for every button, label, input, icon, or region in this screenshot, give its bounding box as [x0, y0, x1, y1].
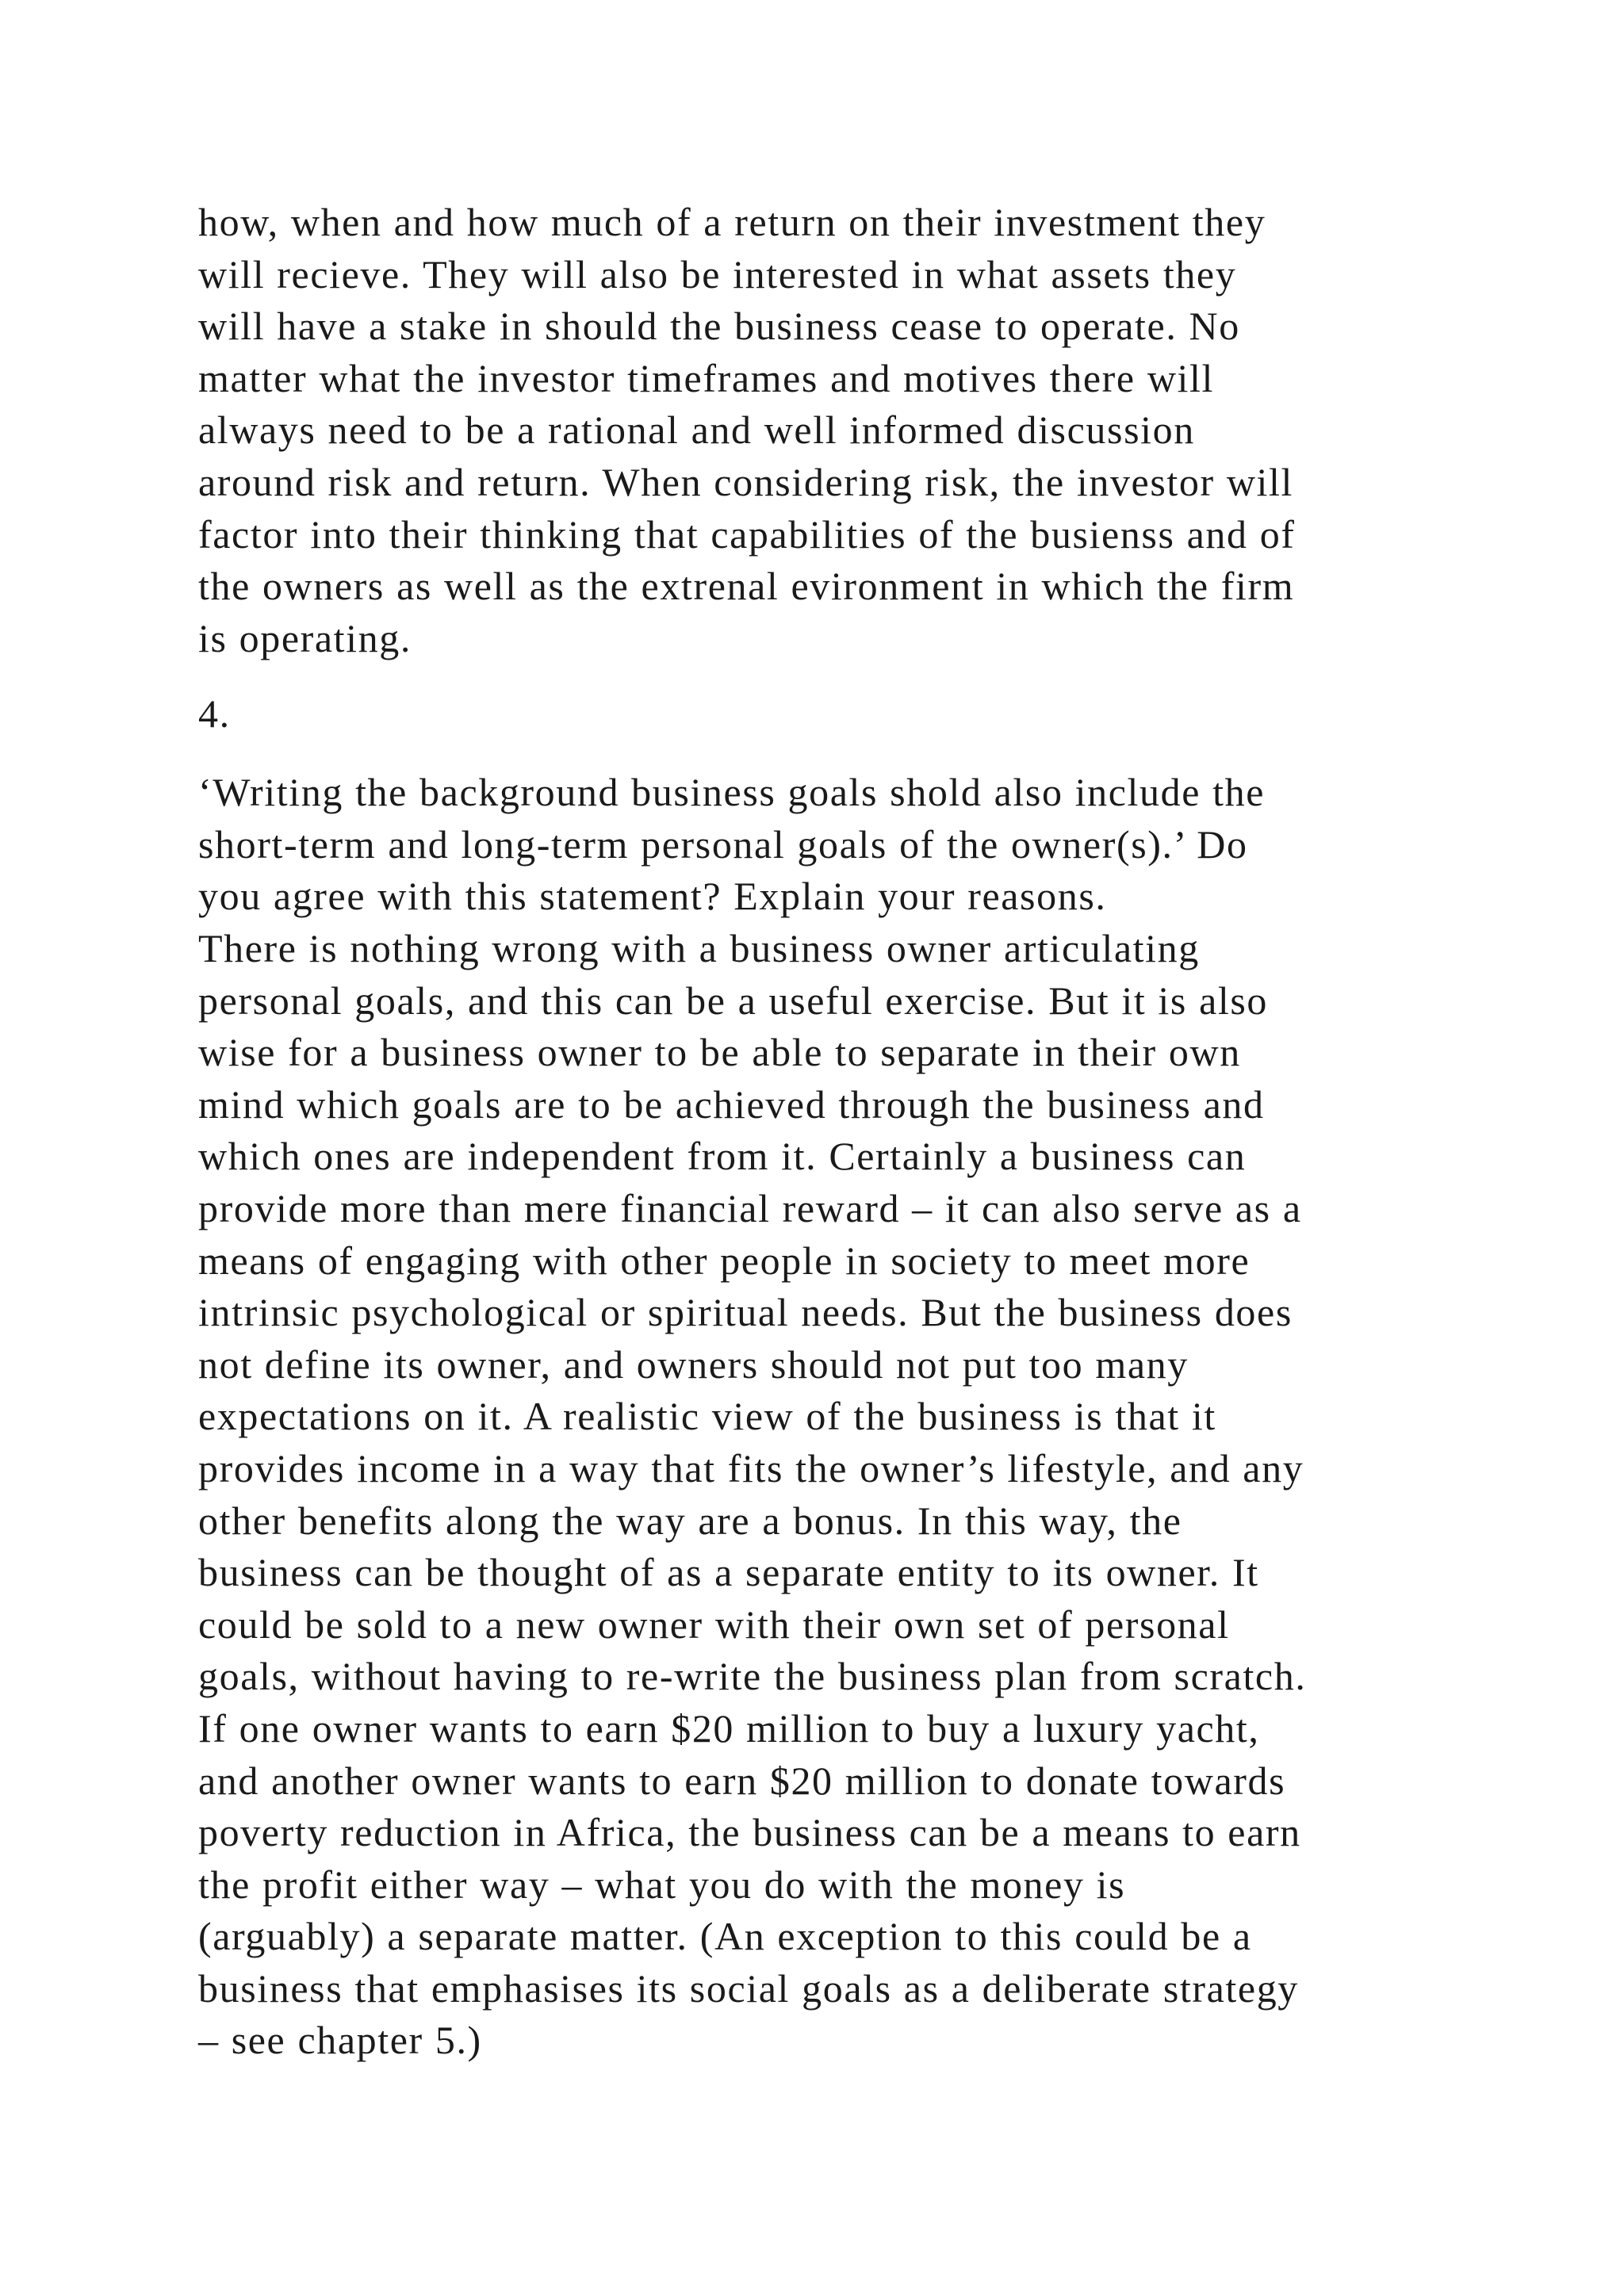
text-line: ‘Writing the background business goals shold also include the [198, 770, 1266, 814]
text-line: and another owner wants to earn $20 million to donate towards [198, 1758, 1286, 1803]
text-line: will have a stake in should the business cease to operate. No [198, 304, 1240, 349]
text-line: intrinsic psychological or spiritual needs. But the business does [198, 1290, 1293, 1335]
text-line: (arguably) a separate matter. (An exception to this could be a [198, 1914, 1252, 1959]
text-line: the owners as well as the extrenal evironment in which the firm [198, 564, 1295, 609]
text-line: – see chapter 5.) [198, 2018, 482, 2063]
question-number-label: 4. [198, 691, 231, 736]
answer-text [198, 923, 1435, 2067]
text-line: short-term and long-term personal goals of the owner(s).’ Do [198, 821, 1248, 867]
text-line: is operating. [198, 615, 412, 660]
text-line: wise for a business owner to be able to separate in their own [198, 1030, 1241, 1075]
text-line: provide more than mere financial reward – it can also serve as a [198, 1185, 1302, 1230]
text-line: around risk and return. When considering risk, the investor will [198, 459, 1294, 504]
text-line: which ones are independent from it. Certainly a business can [198, 1134, 1247, 1179]
text-line: not define its owner, and owners should not put too many [198, 1341, 1189, 1387]
text-line: factor into their thinking that capabilities of the busienss and of [198, 511, 1296, 557]
text-line: business that emphasises its social goals as a deliberate strategy [198, 1965, 1299, 2011]
text-line: matter what the investor timeframes and motives there will [198, 355, 1214, 400]
text-line: you agree with this statement? Explain your reasons. [198, 874, 1107, 919]
text-line: poverty reduction in Africa, the business can be a means to earn [198, 1810, 1301, 1855]
text-line: other benefits along the way are a bonus. In this way, the [198, 1498, 1182, 1543]
text-line: the profit either way – what you do with the money is [198, 1862, 1126, 1907]
text-line: personal goals, and this can be a useful exercise. But it is also [198, 978, 1269, 1023]
paragraph-risk-return [198, 197, 1435, 664]
text-line: expectations on it. A realistic view of the business is that it [198, 1394, 1216, 1439]
text-line: mind which goals are to be achieved through the business and [198, 1081, 1265, 1127]
text-line: always need to be a rational and well informed discussion [198, 408, 1195, 453]
text-line: If one owner wants to earn $20 million to buy a luxury yacht, [198, 1705, 1260, 1751]
text-line: how, when and how much of a return on their investment they [198, 200, 1266, 244]
question-number [198, 688, 1435, 740]
text-line: means of engaging with other people in society to meet more [198, 1238, 1251, 1283]
text-line: goals, without having to re-write the business plan from scratch. [198, 1654, 1307, 1699]
text-line: could be sold to a new owner with their own set of personal [198, 1601, 1230, 1647]
text-line: There is nothing wrong with a business owner articulating [198, 926, 1200, 970]
text-line: business can be thought of as a separate entity to its owner. It [198, 1550, 1259, 1595]
text-line: will recieve. They will also be interested in what assets they [198, 251, 1237, 297]
question-text [198, 767, 1435, 923]
text-line: provides income in a way that fits the owner’s lifestyle, and any [198, 1445, 1304, 1490]
